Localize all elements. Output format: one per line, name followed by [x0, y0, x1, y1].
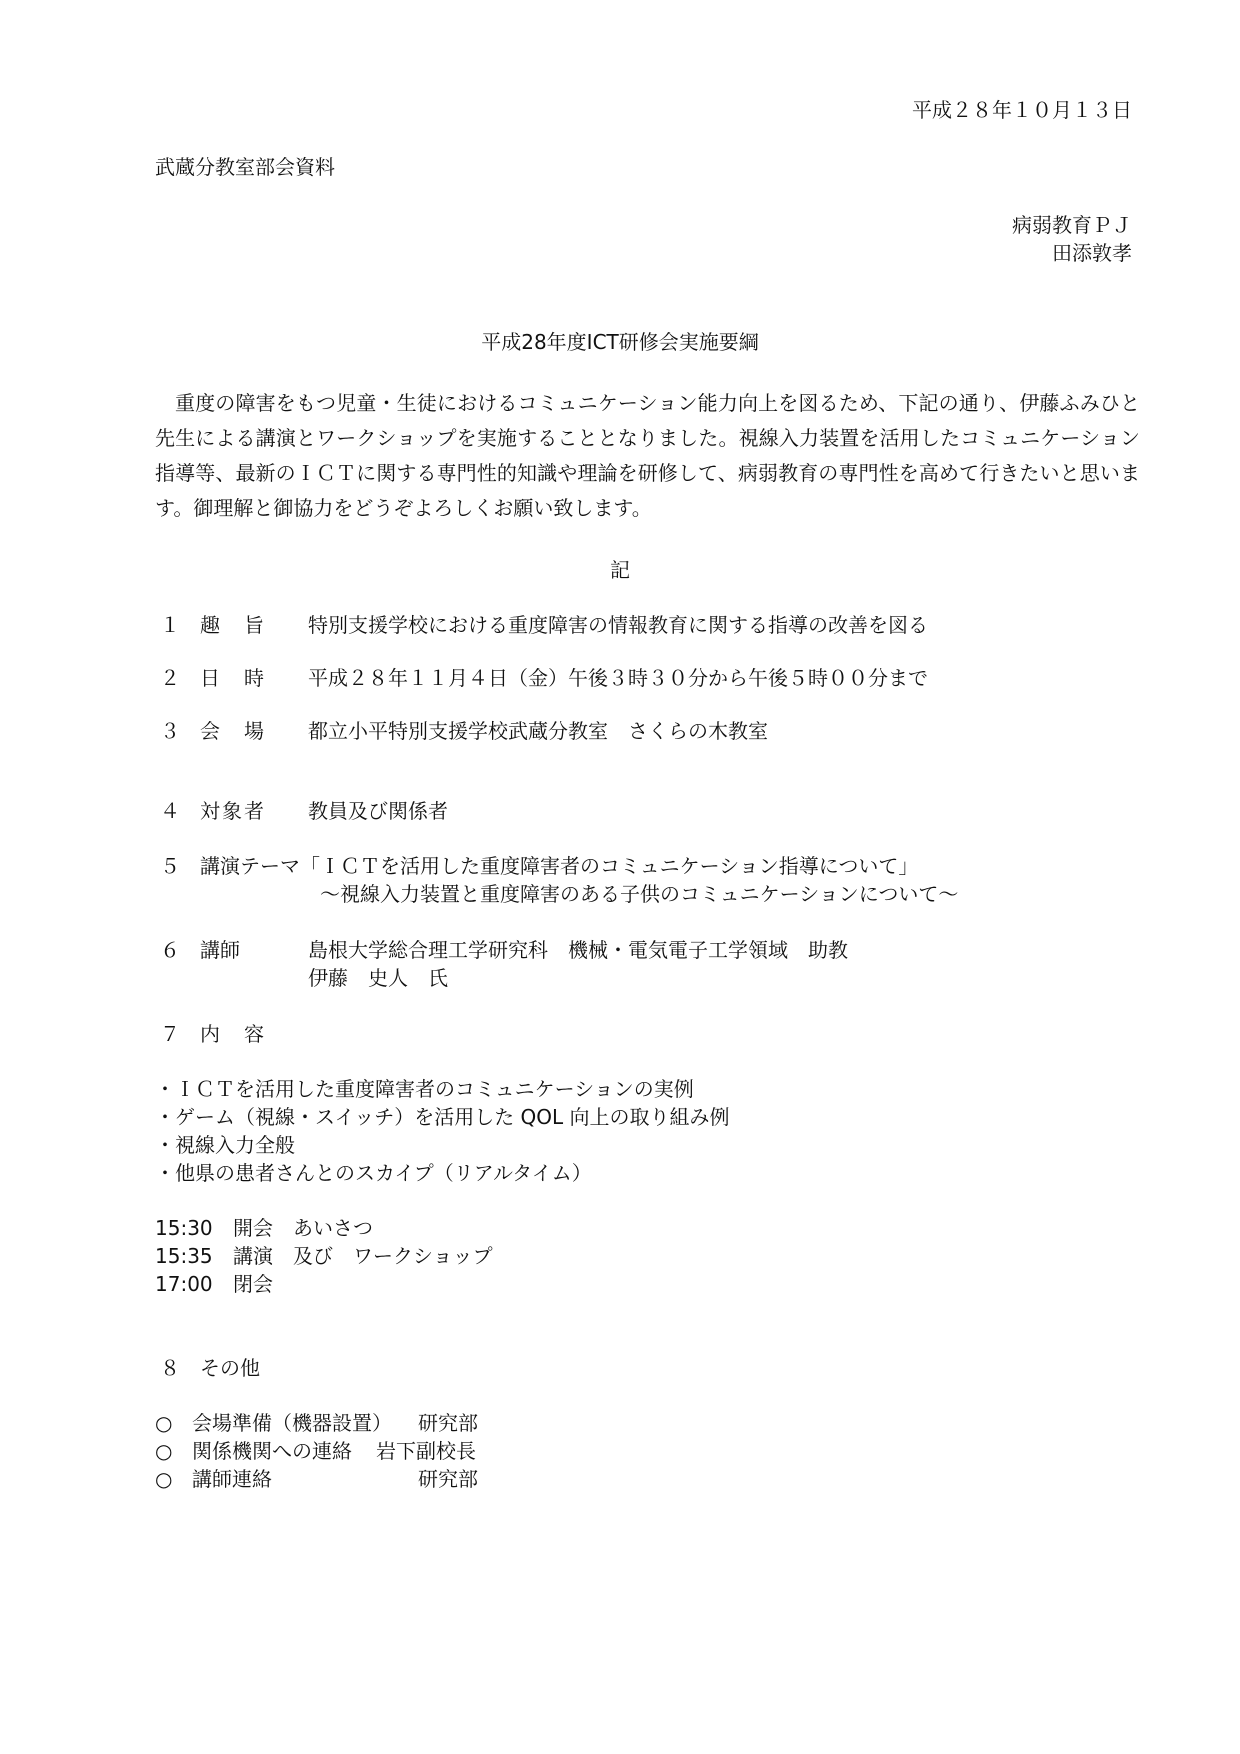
content-bullet: ・視線入力全般 — [155, 1133, 295, 1157]
other-task: 会場準備（機器設置） — [192, 1411, 392, 1435]
item-label-venue: 会 場 — [200, 719, 266, 743]
item-number: ７ — [160, 1022, 180, 1046]
document-date: 平成２８年１０月１３日 — [912, 98, 1132, 122]
item-number: １ — [160, 613, 180, 637]
other-task: 講師連絡 — [192, 1467, 272, 1491]
schedule-text: 閉会 — [233, 1272, 273, 1296]
item-label-datetime: 日 時 — [200, 666, 266, 690]
item-number: ６ — [160, 938, 180, 962]
content-label: 内 容 — [200, 1022, 266, 1046]
lecturer-name: 伊藤 史人 氏 — [308, 966, 448, 990]
sender-name: 田添敦孝 — [1052, 241, 1132, 265]
schedule-time: 15:30 — [155, 1216, 213, 1240]
document-type: 武蔵分教室部会資料 — [155, 155, 335, 179]
other-owner: 岩下副校長 — [376, 1439, 476, 1463]
item-number: ３ — [160, 719, 180, 743]
schedule-time: 17:00 — [155, 1272, 213, 1296]
sender-org: 病弱教育ＰＪ — [1012, 213, 1132, 237]
other-task: 関係機関への連絡 — [192, 1439, 352, 1463]
other-owner: 研究部 — [418, 1467, 478, 1491]
item-number: ５ — [160, 854, 180, 878]
theme-sub: ～視線入力装置と重度障害のある子供のコミュニケーションについて～ — [320, 882, 959, 906]
schedule-text: 講演 及び ワークショップ — [233, 1244, 493, 1268]
document-title: 平成28年度ICT研修会実施要綱 — [481, 330, 759, 354]
ki-heading: 記 — [610, 558, 630, 582]
circle-mark: ○ — [155, 1467, 173, 1491]
schedule-text: 開会 あいさつ — [233, 1216, 373, 1240]
content-bullet: ・ＩＣＴを活用した重度障害者のコミュニケーションの実例 — [155, 1077, 694, 1101]
item-label-purpose: 趣 旨 — [200, 613, 266, 637]
theme-main: 「ＩＣＴを活用した重度障害者のコミュニケーション指導について」 — [300, 854, 919, 878]
item-value-audience: 教員及び関係者 — [308, 799, 448, 823]
content-bullet: ・他県の患者さんとのスカイプ（リアルタイム） — [155, 1161, 592, 1185]
lecturer-affiliation: 島根大学総合理工学研究科 機械・電気電子工学領域 助教 — [308, 938, 848, 962]
other-label: その他 — [200, 1356, 260, 1380]
item-label-audience: 対象者 — [200, 799, 266, 823]
other-owner: 研究部 — [418, 1411, 478, 1435]
schedule-time: 15:35 — [155, 1244, 213, 1268]
item-number: ８ — [160, 1356, 180, 1380]
theme-label: 講演テーマ — [200, 854, 300, 878]
item-value-venue: 都立小平特別支援学校武蔵分教室 さくらの木教室 — [308, 719, 768, 743]
item-value-purpose: 特別支援学校における重度障害の情報教育に関する指導の改善を図る — [308, 613, 928, 637]
circle-mark: ○ — [155, 1411, 173, 1435]
item-number: ４ — [160, 799, 180, 823]
lecturer-label: 講師 — [200, 938, 240, 962]
item-number: ２ — [160, 666, 180, 690]
content-bullet: ・ゲーム（視線・スイッチ）を活用した QOL 向上の取り組み例 — [155, 1105, 730, 1129]
circle-mark: ○ — [155, 1439, 173, 1463]
item-value-datetime: 平成２８年１１月４日（金）午後３時３０分から午後５時００分まで — [308, 666, 928, 690]
intro-paragraph: 重度の障害をもつ児童・生徒におけるコミュニケーション能力向上を図るため、下記の通り、伊藤ふみひと先生による講演とワークショップを実施することとなりました。視線入力装置を活用したコミュニケーション指導等、最新のＩＣＴに関する専門性的知識や理論を研修して、病弱教育の専門性を高めて行きたいと思います。御理解と御協力をどうぞよろしくお願い致します。 — [155, 391, 1140, 520]
